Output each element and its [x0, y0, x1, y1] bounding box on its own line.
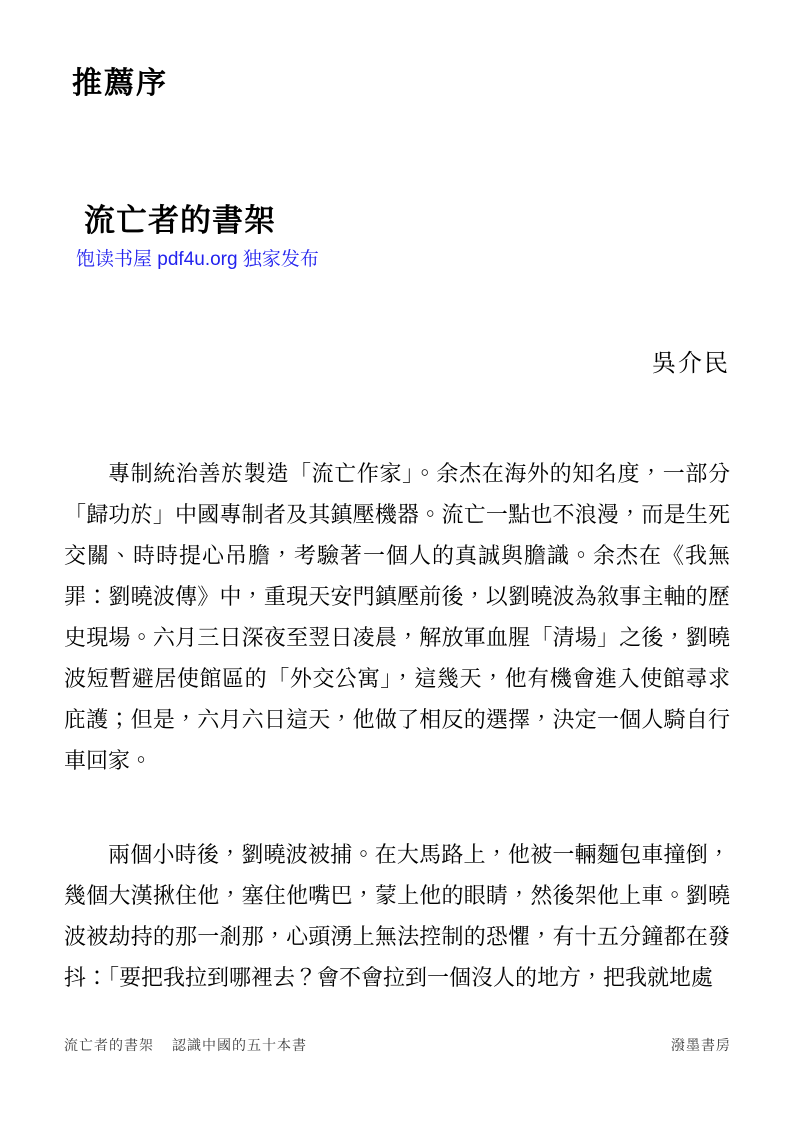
footer-book-subtitle: 認識中國的五十本書 [172, 1039, 307, 1054]
footer-running-title [64, 1038, 307, 1056]
section-title: 推薦序 [72, 67, 168, 100]
footer-book-title: 流亡者的書架 [64, 1039, 154, 1054]
text-line: 史現場。六月三日深夜至翌日凌晨，解放軍血腥「清場」之後，劉曉 [64, 625, 730, 650]
body-text [64, 453, 730, 998]
footer-publisher: 潑墨書房 [671, 1039, 731, 1054]
text-line: 專制統治善於製造「流亡作家」。余杰在海外的知名度，一部分 [108, 461, 730, 486]
text-line: 波短暫避居使館區的「外交公寓」，這幾天，他有機會進入使館尋求 [64, 666, 730, 691]
text-line: 幾個大漢揪住他，塞住他嘴巴，蒙上他的眼睛，然後架他上車。劉曉 [64, 883, 730, 908]
author-name: 吳介民 [652, 351, 730, 377]
text-line: 車回家。 [64, 748, 153, 773]
text-line: 罪：劉曉波傳》中，重現天安門鎮壓前後，以劉曉波為敘事主軸的歷 [64, 584, 730, 609]
page-footer [64, 1038, 731, 1056]
book-title: 流亡者的書架 [84, 203, 276, 238]
paragraph [64, 453, 730, 781]
page-content [0, 68, 794, 998]
text-line: 抖：「要把我拉到哪裡去？會不會拉到一個沒人的地方，把我就地處 [64, 965, 714, 990]
text-line: 庇護；但是，六月六日這天，他做了相反的選擇，決定一個人騎自行 [64, 707, 730, 732]
watermark-link[interactable]: 饱读书屋 pdf4u.org 独家发布 [76, 249, 319, 270]
text-line: 交關、時時提心吊膽，考驗著一個人的真誠與膽識。余杰在《我無 [64, 543, 730, 568]
text-line: 波被劫持的那一剎那，心頭湧上無法控制的恐懼，有十五分鐘都在發 [64, 924, 730, 949]
text-line: 兩個小時後，劉曉波被捕。在大馬路上，他被一輛麵包車撞倒， [108, 842, 730, 867]
paragraph [64, 834, 730, 998]
text-line: 「歸功於」中國專制者及其鎮壓機器。流亡一點也不浪漫，而是生死 [64, 502, 730, 527]
